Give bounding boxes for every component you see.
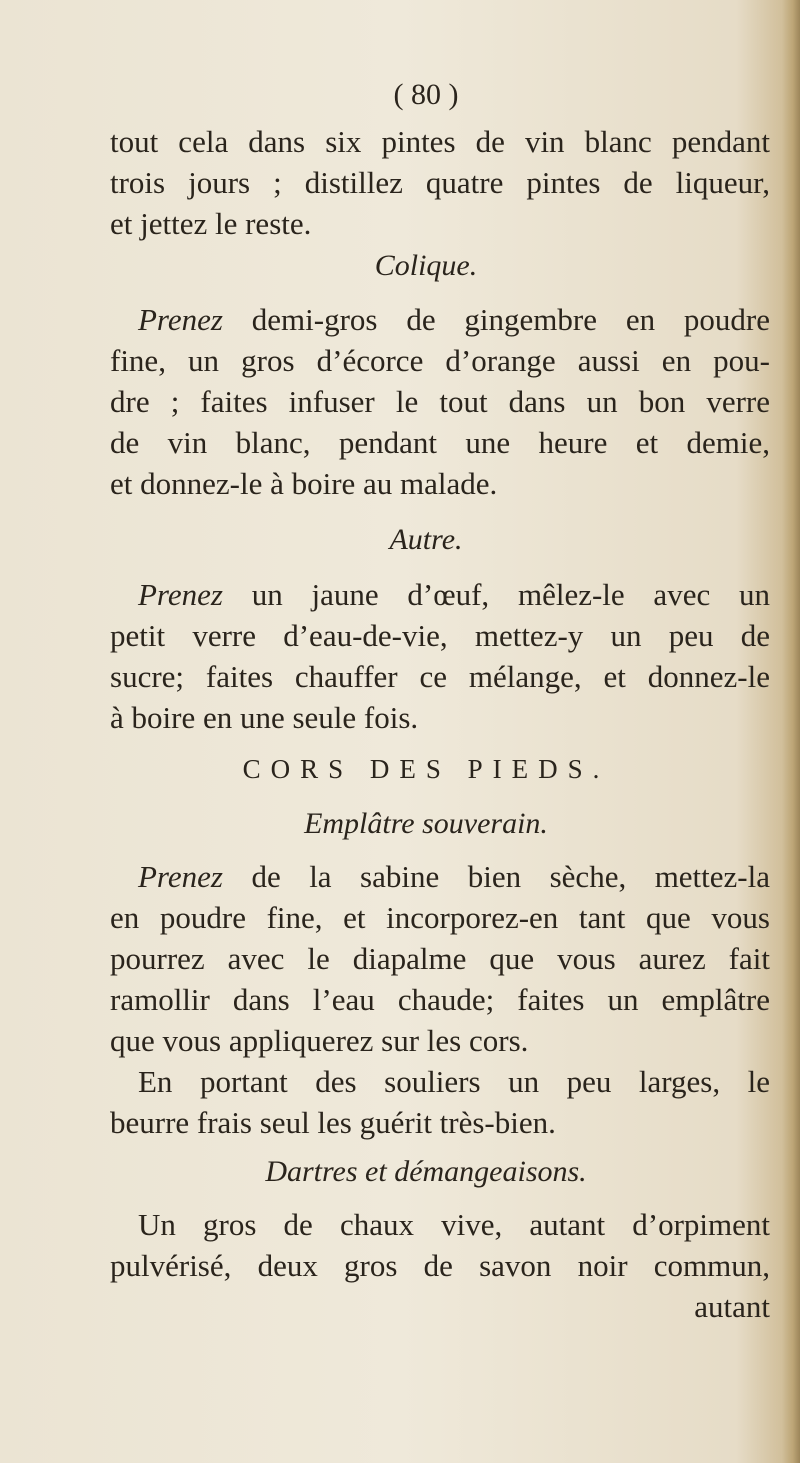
heading-emplatre: Emplâtre souverain.	[304, 807, 548, 840]
text-line: trois jours ; distillez quatre pintes de liqueur,	[110, 165, 770, 200]
text-line: Un gros de chaux vive, autant d’orpiment	[138, 1207, 770, 1242]
heading-autre: Autre.	[389, 523, 463, 556]
text-line: pourrez avec le diapalme que vous aurez fait	[110, 941, 770, 976]
text-line: fine, un gros d’écorce d’orange aussi en pou-	[110, 343, 770, 378]
text-line: et donnez-le à boire au malade.	[110, 466, 498, 501]
text-line: sucre; faites chauffer ce mélange, et donnez-le	[110, 659, 770, 694]
text-line: dre ; faites infuser le tout dans un bon verre	[110, 384, 770, 419]
text-line: et jettez le reste.	[110, 206, 312, 241]
catchword: autant	[694, 1289, 770, 1324]
text-line: en poudre fine, et incorporez-en tant que vous	[110, 900, 770, 935]
text-line: pulvérisé, deux gros de savon noir commun,	[110, 1248, 770, 1283]
text-span: de la sabine bien sèche, mettez-la	[251, 859, 771, 894]
text-span: demi-gros de gingembre en poudre	[251, 302, 770, 337]
page-number: ( 80 )	[393, 78, 459, 111]
text-line: à boire en une seule fois.	[110, 700, 419, 735]
text-line: beurre frais seul les guérit très-bien.	[110, 1105, 556, 1140]
prenez-word: Prenez	[138, 302, 223, 337]
text-line: de vin blanc, pendant une heure et demie,	[110, 425, 770, 460]
text-line	[110, 300, 770, 340]
text-span: un jaune d’œuf, mêlez-le avec un	[251, 577, 770, 612]
prenez-word: Prenez	[138, 859, 223, 894]
text-line	[110, 857, 770, 897]
heading-dartres: Dartres et démangeaisons.	[265, 1155, 587, 1188]
heading-colique: Colique.	[374, 249, 478, 282]
page-edge-shadow	[782, 0, 800, 1463]
text-line: que vous appliquerez sur les cors.	[110, 1023, 529, 1058]
prenez-word: Prenez	[138, 577, 223, 612]
text-line: En portant des souliers un peu larges, le	[138, 1064, 770, 1099]
heading-cors-des-pieds: CORS DES PIEDS.	[242, 754, 610, 784]
text-line: petit verre d’eau-de-vie, mettez-y un peu de	[110, 618, 770, 653]
text-line: ramollir dans l’eau chaude; faites un emplâtre	[110, 982, 770, 1017]
text-line	[110, 575, 770, 615]
text-line: tout cela dans six pintes de vin blanc pendant	[110, 124, 770, 159]
